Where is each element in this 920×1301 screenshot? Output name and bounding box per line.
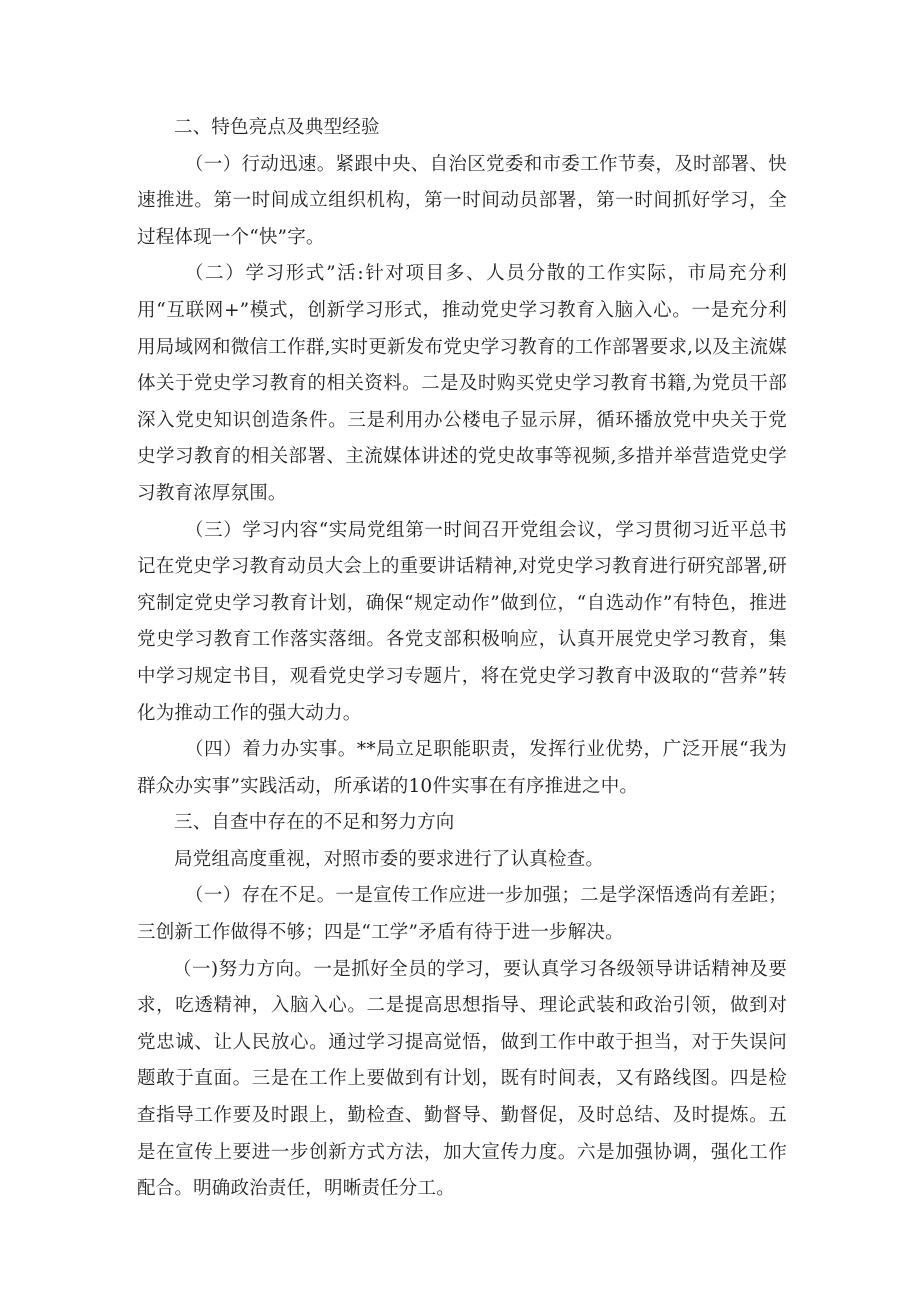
- section-heading-2: 二、特色亮点及典型经验: [174, 117, 380, 138]
- paragraph-study-form: （二）学习形式”活:针对项目多、人员分散的工作实际，市局充分利用“互联网+”模式，创新学习形式，推动党史学习教育入脑入心。一是充分利用局域网和微信工作群,实时更新发布党史学习教育的工作部署要求,以及主流媒体关于党史学习教育的相关资料。二是及时购买党史学习教育书籍,为党员干部深入党史知识创造条件。三是利用办公楼电子显示屏，循环播放党中央关于党史学习教育的相关部署、主流媒体讲述的党史故事等视频,多措并举营造党史学习教育浓厚氛围。: [137, 263, 787, 504]
- paragraph-action-speed: （一）行动迅速。紧跟中央、自治区党委和市委工作节奏，及时部署、快速推进。第一时间成立组织机构，第一时间动员部署，第一时间抓好学习，全过程体现一个“快”字。: [137, 153, 787, 248]
- section-heading-3: 三、自查中存在的不足和努力方向: [174, 812, 455, 834]
- paragraph-study-content: （三）学习内容“实局党组第一时间召开党组会议，学习贯彻习近平总书记在党史学习教育动员大会上的重要讲话精神,对党史学习教育进行研究部署,研究制定党史学习教育计划，确保“规定动作”做到位，“自选动作”有特色，推进党史学习教育工作落实落细。各党支部积极响应，认真开展党史学习教育，集中学习规定书目，观看党史学习专题片，将在党史学习教育中汲取的“营养”转化为推动工作的强大动力。: [137, 519, 787, 724]
- document-body: [137, 110, 787, 1208]
- paragraph-improvement-direction: （一)努力方向。一是抓好全员的学习，要认真学习各级领导讲话精神及要求，吃透精神，入脑入心。二是提高思想指导、理论武装和政治引领，做到对党忠诚、让人民放心。通过学习提高觉悟，做到工作中敢于担当，对于失误问题敢于直面。三是在工作上要做到有计划，既有时间表，又有路线图。四是检查指导工作要及时跟上，勤检查、勤督导、勤督促，及时总结、及时提炼。五是在宣传上要进一步创新方式方法，加大宣传力度。六是加强协调，强化工作配合。明确政治责任，明晰责任分工。: [137, 958, 787, 1200]
- paragraph-shortcomings: （一）存在不足。一是宣传工作应进一步加强；二是学深悟透尚有差距；三创新工作做得不够；四是“工学”矛盾有待于进一步解决。: [137, 885, 787, 944]
- paragraph-self-check: 局党组高度重视，对照市委的要求进行了认真检查。: [174, 848, 605, 870]
- paragraph-practical-work: （四）着力办实事。**局立足职能职责，发挥行业优势，广泛开展“我为群众办实事”实践活动，所承诺的10件实事在有序推进之中。: [137, 739, 787, 797]
